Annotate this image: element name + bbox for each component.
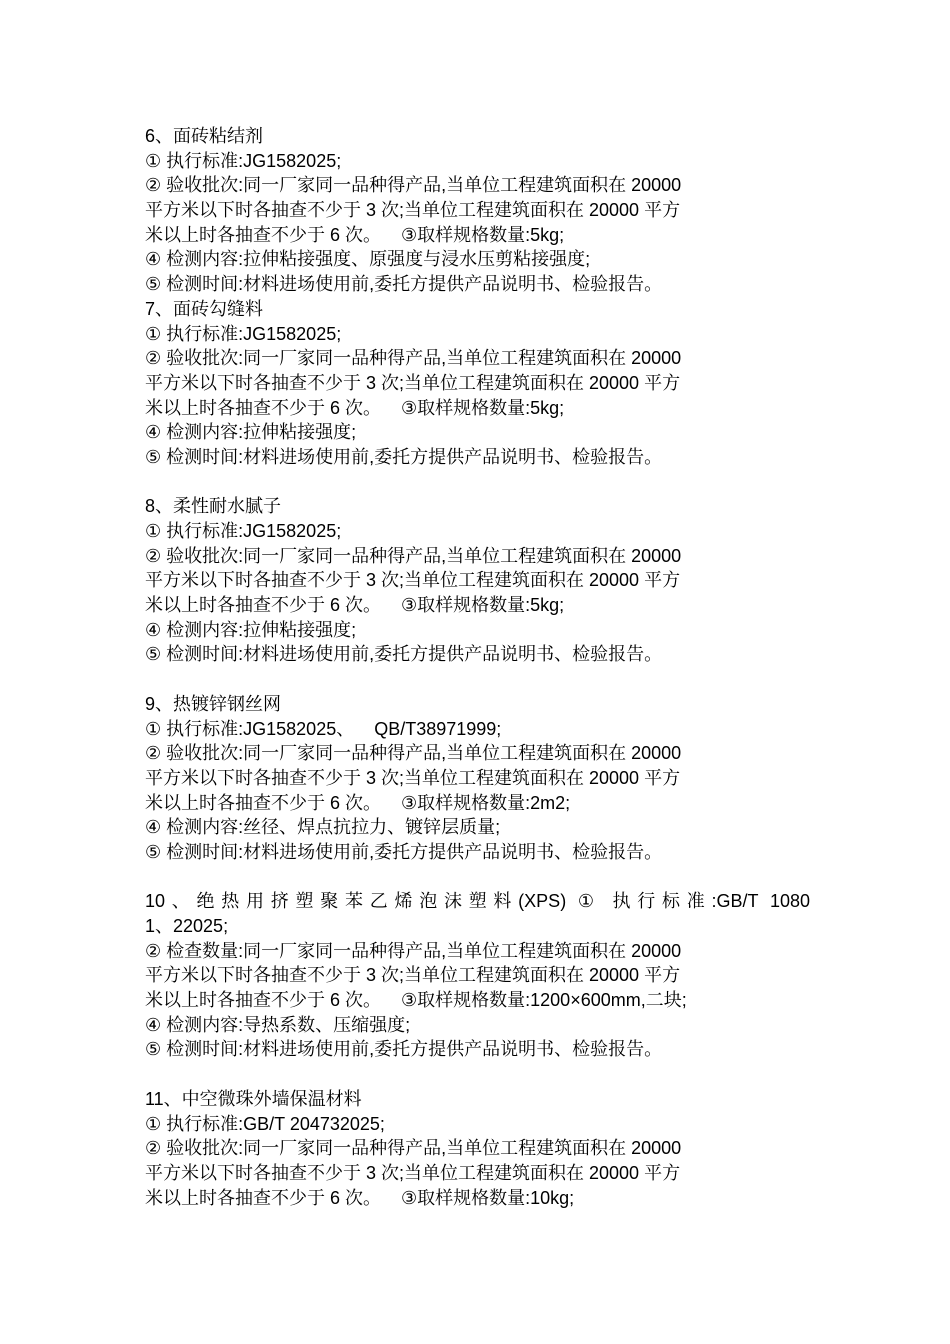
batch-line-2: 平方米以下时各抽查不少于 3 次;当单位工程建筑面积在 20000 平方 xyxy=(145,570,681,591)
batch-line-2: 平方米以下时各抽查不少于 3 次;当单位工程建筑面积在 20000 平方 xyxy=(145,372,681,393)
section-title: 10、绝热用挤塑聚苯乙烯泡沫塑料(XPS) ① 执行标准:GB/T 1080 xyxy=(145,891,810,912)
content-line: ④ 检测内容:拉伸粘接强度; xyxy=(145,619,357,640)
content-line: ④ 检测内容:拉伸粘接强度; xyxy=(145,422,357,443)
time-line: ⑤ 检测时间:材料进场使用前,委托方提供产品说明书、检验报告。 xyxy=(145,841,663,862)
paragraph-gap xyxy=(145,667,810,692)
section-title: 9、热镀锌钢丝网 xyxy=(145,693,282,714)
section-7 xyxy=(145,297,810,470)
section-title: 11、中空微珠外墙保温材料 xyxy=(145,1088,362,1109)
batch-line-3: 米以上时各抽查不少于 6 次。 ③取样规格数量:2m2; xyxy=(145,792,571,813)
batch-line-1: ② 验收批次:同一厂家同一品种得产品,当单位工程建筑面积在 20000 xyxy=(145,1138,682,1159)
batch-line-2: 平方米以下时各抽查不少于 3 次;当单位工程建筑面积在 20000 平方 xyxy=(145,200,681,221)
standard-line: ① 执行标准:JG1582025、 QB/T38971999; xyxy=(145,718,502,739)
paragraph-gap xyxy=(145,1062,810,1087)
section-11 xyxy=(145,1087,810,1210)
batch-line-3: 米以上时各抽查不少于 6 次。 ③取样规格数量:5kg; xyxy=(145,224,565,245)
section-6 xyxy=(145,124,810,297)
batch-line-2: 平方米以下时各抽查不少于 3 次;当单位工程建筑面积在 20000 平方 xyxy=(145,1162,681,1183)
batch-line-1: ② 验收批次:同一厂家同一品种得产品,当单位工程建筑面积在 20000 xyxy=(145,348,682,369)
batch-line-1: ② 检查数量:同一厂家同一品种得产品,当单位工程建筑面积在 20000 xyxy=(145,940,682,961)
standard-line: 1、22025; xyxy=(145,916,229,936)
section-title: 6、面砖粘结剂 xyxy=(145,126,264,146)
batch-line-3: 米以上时各抽查不少于 6 次。 ③取样规格数量:1200×600mm,二块; xyxy=(145,990,687,1011)
batch-line-2: 平方米以下时各抽查不少于 3 次;当单位工程建筑面积在 20000 平方 xyxy=(145,767,681,788)
batch-line-1: ② 验收批次:同一厂家同一品种得产品,当单位工程建筑面积在 20000 xyxy=(145,175,682,196)
standard-line: ① 执行标准:JG1582025; xyxy=(145,150,342,171)
batch-line-1: ② 验收批次:同一厂家同一品种得产品,当单位工程建筑面积在 20000 xyxy=(145,743,682,764)
standard-line: ① 执行标准:JG1582025; xyxy=(145,323,342,344)
time-line: ⑤ 检测时间:材料进场使用前,委托方提供产品说明书、检验报告。 xyxy=(145,644,663,665)
section-10 xyxy=(145,889,810,1062)
batch-line-3: 米以上时各抽查不少于 6 次。 ③取样规格数量:5kg; xyxy=(145,397,565,418)
batch-line-3: 米以上时各抽查不少于 6 次。 ③取样规格数量:5kg; xyxy=(145,595,565,616)
section-8 xyxy=(145,494,810,667)
section-title: 7、面砖勾缝料 xyxy=(145,298,264,319)
standard-line: ① 执行标准:JG1582025; xyxy=(145,521,342,541)
standard-line: ① 执行标准:GB/T 204732025; xyxy=(145,1113,385,1134)
time-line: ⑤ 检测时间:材料进场使用前,委托方提供产品说明书、检验报告。 xyxy=(145,446,663,467)
batch-line-3: 米以上时各抽查不少于 6 次。 ③取样规格数量:10kg; xyxy=(145,1187,575,1208)
time-line: ⑤ 检测时间:材料进场使用前,委托方提供产品说明书、检验报告。 xyxy=(145,274,663,295)
time-line: ⑤ 检测时间:材料进场使用前,委托方提供产品说明书、检验报告。 xyxy=(145,1039,663,1060)
section-9 xyxy=(145,692,810,865)
section-title: 8、柔性耐水腻子 xyxy=(145,496,282,517)
content-line: ④ 检测内容:丝径、焊点抗拉力、镀锌层质量; xyxy=(145,817,501,838)
content-line: ④ 检测内容:拉伸粘接强度、原强度与浸水压剪粘接强度; xyxy=(145,249,591,270)
document-page xyxy=(145,124,810,1210)
paragraph-gap xyxy=(145,470,810,495)
content-line: ④ 检测内容:导热系数、压缩强度; xyxy=(145,1014,411,1035)
batch-line-2: 平方米以下时各抽查不少于 3 次;当单位工程建筑面积在 20000 平方 xyxy=(145,965,681,986)
paragraph-gap xyxy=(145,865,810,890)
batch-line-1: ② 验收批次:同一厂家同一品种得产品,当单位工程建筑面积在 20000 xyxy=(145,545,682,566)
